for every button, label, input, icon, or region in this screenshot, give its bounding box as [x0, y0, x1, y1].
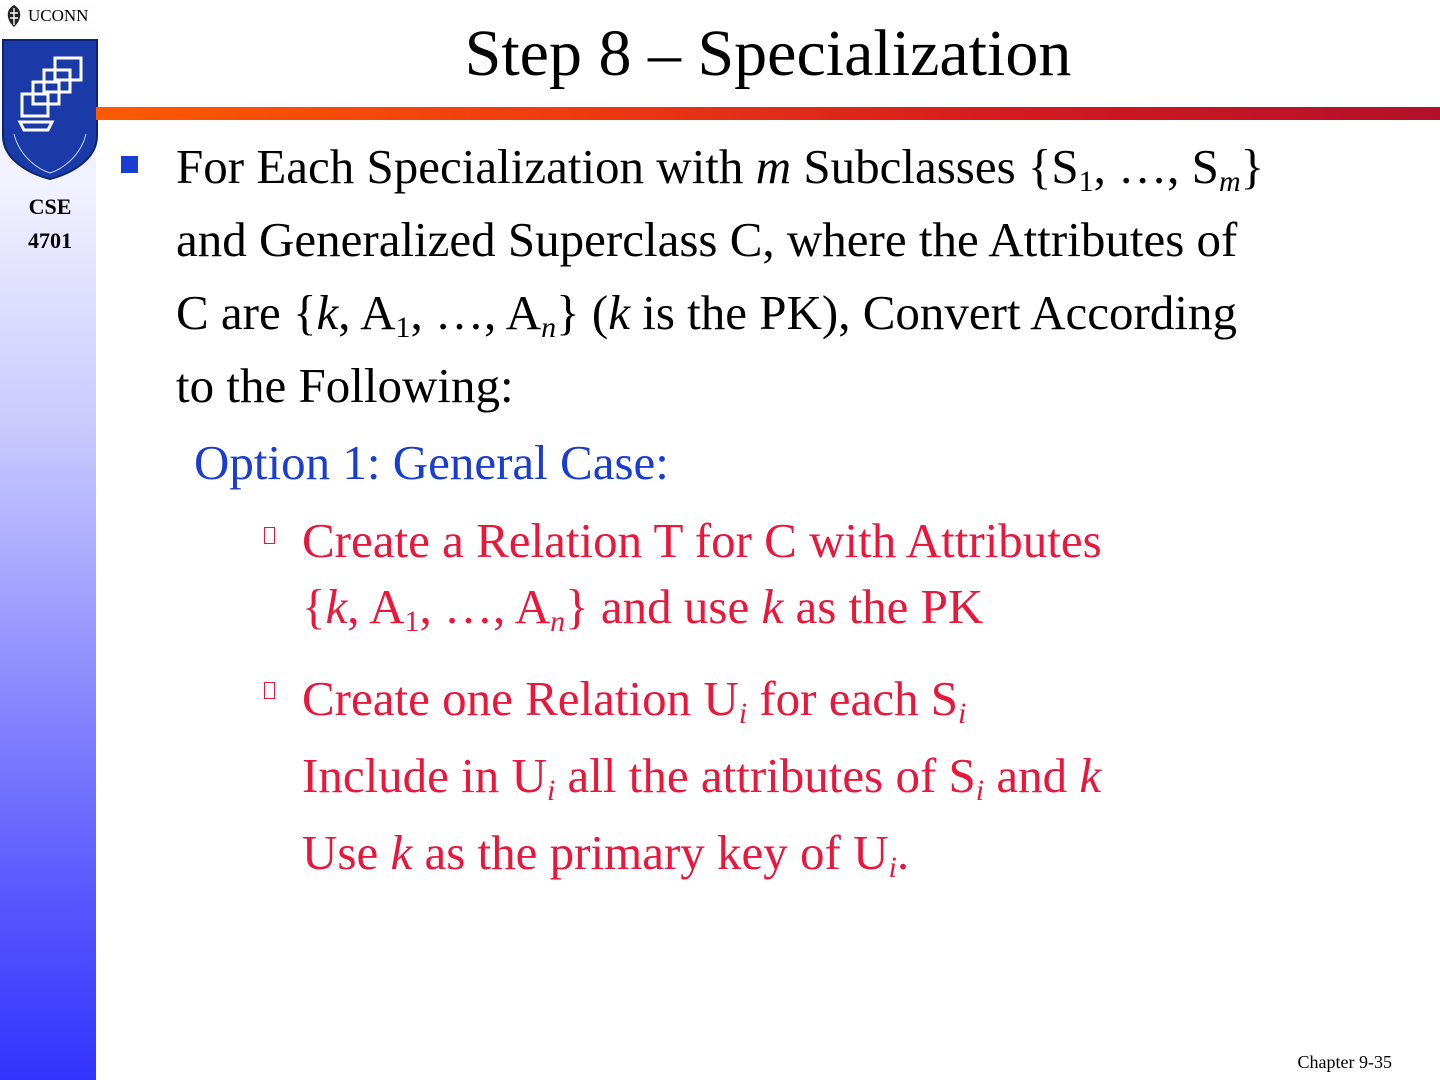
sub-bullet-2: [302, 660, 1101, 891]
bullet-line-3: C are {k, $A_1$, …, $A_n$} (k is the PK), Convert According: [176, 285, 1237, 344]
university-name: UCONN: [28, 6, 89, 25]
course-code-line1: CSE: [28, 194, 72, 219]
slide-footer: Chapter 9-35: [1297, 1052, 1392, 1072]
uconn-seal-icon: [4, 4, 24, 28]
uconn-branding: [4, 4, 88, 28]
sub-bullet-icon: [264, 527, 275, 544]
cse-logo-icon: [0, 38, 100, 180]
sub1-line-1: Create a Relation T for C with Attributes: [302, 513, 1102, 568]
sub2-line-2: Include in $U_i$ all the attributes of $S_i$ and k: [302, 748, 1102, 807]
option-heading: Option 1: General Case:: [194, 435, 669, 490]
title-rule: [96, 107, 1440, 120]
square-bullet-icon: [121, 156, 138, 173]
sub2-line-1: Create one Relation $U_i$ for each $S_i$: [302, 671, 967, 730]
bullet-line-1: For Each Specialization with m Subclasses {$S_1$, …, $S_m$}: [176, 139, 1265, 198]
course-code-line2: 4701: [28, 228, 72, 253]
sub1-line-2: {k, $A_1$, …, $A_n$} and use k as the PK: [302, 579, 984, 638]
bullet-line-4: to the Following:: [176, 358, 514, 413]
sub-bullet-1: [302, 508, 1102, 640]
sub2-line-3: Use k as the primary key of $U_i$.: [302, 825, 910, 884]
bullet-line-2: and Generalized Superclass C, where the Attributes of: [176, 212, 1238, 267]
slide-title: Step 8 – Specialization: [464, 17, 1072, 90]
course-code: [0, 190, 100, 258]
main-bullet-text: [176, 130, 1426, 422]
sub-bullet-icon: [264, 682, 275, 699]
